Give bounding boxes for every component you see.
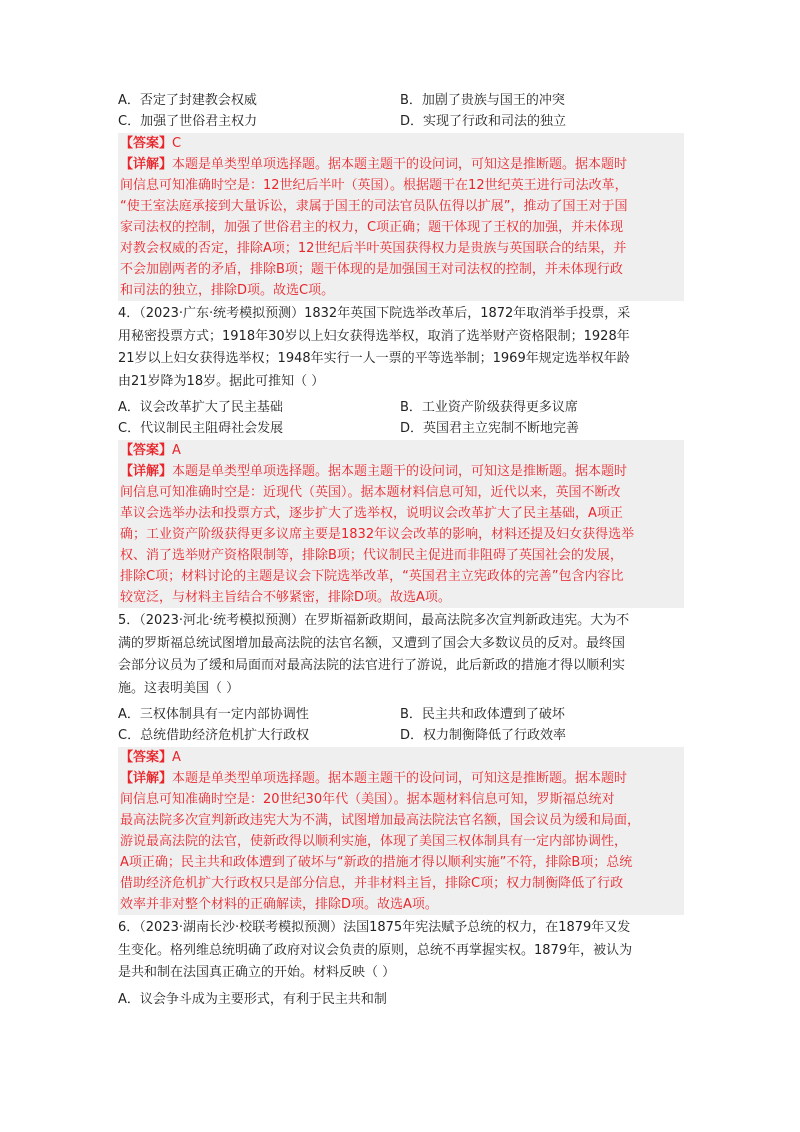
option-c[interactable]: C．总统借助经济危机扩大行政权 (118, 728, 310, 743)
answer-line (120, 440, 684, 461)
question-line: 用秘密投票方式；1918年30岁以上妇女获得选举权，取消了选举财产资格限制；1928年 (118, 328, 630, 344)
options-row (118, 397, 684, 418)
detail-line: A项正确；民主共和政体遭到了破坏与“新政的措施才得以顺利实施”不符，排除B项；总统 (120, 855, 633, 870)
answer-block (118, 747, 684, 915)
detail-line: 间信息可知准确时空是：12世纪后半叶（英国）。根据题干在12世纪英王进行司法改革， (120, 178, 628, 193)
option-d[interactable]: D．实现了行政和司法的独立 (400, 114, 567, 129)
detail-line: 革议会选举办法和投票方式，逐步扩大了选举权，说明议会改革扩大了民主基础，A项正 (120, 506, 623, 521)
detail-line: 权、消了选举财产资格限制等，排除B项；代议制民主促进而非阻碍了英国社会的发展， (120, 548, 623, 563)
question-6 (118, 917, 684, 985)
option-c[interactable]: C．代议制民主阻碍社会发展 (118, 421, 284, 436)
answer-value: C (172, 136, 182, 151)
detail-line: 确；工业资产阶级获得更多议席主要是1832年议会改革的影响，材料还提及妇女获得选举 (120, 527, 635, 542)
detail-line: 较宽泛，与材料主旨结合不够紧密，排除D项。故选A项。 (120, 590, 451, 605)
options-row (118, 418, 684, 439)
option-b[interactable]: B．民主共和政体遭到了破坏 (400, 707, 565, 722)
answer-value: A (172, 443, 181, 458)
detail-label: 【详解】 (120, 771, 173, 786)
question-line: 5．（2023·河北·统考模拟预测）在罗斯福新政期间，最高法院多次宣判新政违宪。大为不 (118, 613, 630, 628)
options-row (118, 989, 684, 1010)
answer-value: A (172, 750, 181, 765)
question-5 (118, 610, 684, 700)
option-b[interactable]: B．工业资产阶级获得更多议席 (400, 400, 578, 415)
answer-label: 【答案】 (120, 750, 173, 765)
options-row (118, 90, 684, 111)
question-4 (118, 303, 684, 393)
question-line: 是共和制在法国真正确立的开始。材料反映（ ） (118, 965, 396, 980)
detail-line: 游说最高法院的法官，使新政得以顺利实施，体现了美国三权体制具有一定内部协调性， (120, 834, 628, 849)
options-row (118, 704, 684, 725)
option-a[interactable]: A．三权体制具有一定内部协调性 (118, 707, 309, 722)
detail-line: 【详解】本题是单类型单项选择题。据本题主题干的设问词，可知这是推断题。据本题时 (120, 157, 628, 172)
answer-block (118, 133, 684, 301)
question-line: 6．（2023·湖南长沙·校联考模拟预测）法国1875年宪法赋予总统的权力，在1879年又发 (118, 920, 631, 935)
answer-label: 【答案】 (120, 136, 173, 151)
detail-line: 间信息可知准确时空是：20世纪30年代（美国）。据本题材料信息可知，罗斯福总统对 (120, 792, 615, 807)
detail-line: 借助经济危机扩大行政权只是部分信息，并非材料主旨，排除C项；权力制衡降低了行政 (120, 876, 624, 891)
question-line: 满的罗斯福总统试图增加最高法院的法官名额，又遭到了国会大多数议员的反对。最终国 (118, 635, 626, 651)
answer-label: 【答案】 (120, 443, 173, 458)
detail-line: 【详解】本题是单类型单项选择题。据本题主题干的设问词，可知这是推断题。据本题时 (120, 464, 628, 479)
options-row (118, 111, 684, 132)
option-a[interactable]: A．否定了封建教会权威 (118, 93, 257, 108)
detail-line: 对教会权威的否定，排除A项；12世纪后半叶英国获得权力是贵族与英国联合的结果，并 (120, 241, 627, 256)
question-line: 生变化。格列维总统明确了政府对议会负责的原则，总统不再掌握实权。1879年，被认为 (118, 942, 633, 958)
detail-line: 效率并非对整个材料的正确解读，排除D项。故选A项。 (120, 897, 438, 912)
detail-line: “使王室法庭承接到大量诉讼，隶属于国王的司法官员队伍得以扩展”，推动了国王对于国 (120, 199, 628, 214)
question-line: 会部分议员为了缓和局面而对最高法院的法官进行了游说，此后新政的措施才得以顺利实 (118, 658, 626, 673)
detail-line: 排除C项；材料讨论的主题是议会下院选举改革，“英国君主立宪政体的完善”包含内容比 (120, 569, 624, 584)
detail-line: 家司法权的控制，加强了世俗君主的权力，C项正确；题干体现了王权的加强，并未体现 (120, 220, 624, 235)
detail-line: 最高法院多次宣判新政违宪大为不满，试图增加最高法院法官名额，国会议员为缓和局面， (120, 813, 641, 828)
detail-line: 【详解】本题是单类型单项选择题。据本题主题干的设问词，可知这是推断题。据本题时 (120, 771, 628, 786)
document-page (118, 90, 684, 1010)
option-c[interactable]: C．加强了世俗君主权力 (118, 114, 258, 129)
option-d[interactable]: D．英国君主立宪制不断地完善 (400, 421, 580, 436)
question-line: 由21岁降为18岁。据此可推知（ ） (118, 373, 325, 389)
question-line: 21岁以上妇女获得选举权；1948年实行一人一票的平等选举制；1969年规定选举权年龄 (118, 351, 630, 366)
question-line: 施。这表明美国（ ） (118, 680, 240, 696)
answer-block (118, 440, 684, 608)
detail-line: 和司法的独立，排除D项。故选C项。 (120, 283, 335, 298)
question-line: 4．（2023·广东·统考模拟预测）1832年英国下院选举改革后，1872年取消举手投票，采 (118, 306, 631, 321)
options-row (118, 725, 684, 746)
answer-line (120, 133, 684, 154)
option-b[interactable]: B．加剧了贵族与国王的冲突 (400, 93, 565, 108)
option-a[interactable]: A．议会改革扩大了民主基础 (118, 400, 283, 415)
option-a[interactable]: A．议会争斗成为主要形式，有利于民主共和制 (118, 991, 387, 1007)
answer-line (120, 747, 684, 768)
option-d[interactable]: D．权力制衡降低了行政效率 (400, 728, 567, 743)
detail-label: 【详解】 (120, 157, 173, 172)
detail-line: 不会加剧两者的矛盾，排除B项；题干体现的是加强国王对司法权的控制，并未体现行政 (120, 262, 623, 277)
detail-label: 【详解】 (120, 464, 173, 479)
detail-line: 间信息可知准确时空是：近现代（英国）。据本题材料信息可知，近代以来，英国不断改 (120, 485, 621, 500)
